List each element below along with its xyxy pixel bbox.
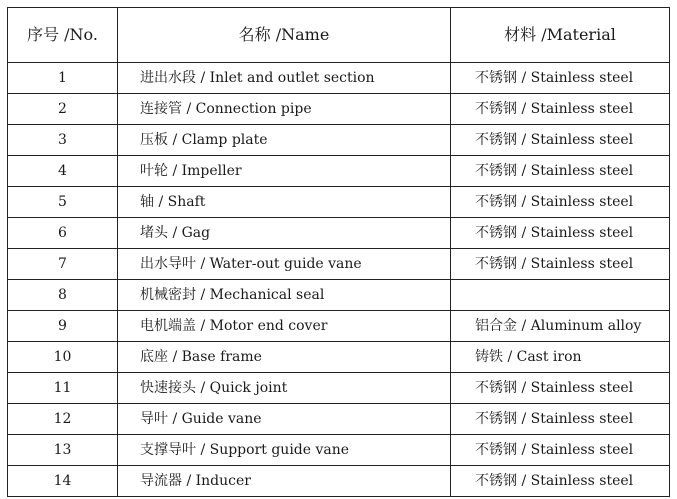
cell-name: 叶轮 / Impeller <box>118 156 451 187</box>
table-row <box>8 280 670 311</box>
header-name: 名称 /Name <box>118 8 451 63</box>
cell-no: 4 <box>8 156 118 187</box>
header-no: 序号 /No. <box>8 8 118 63</box>
cell-material: 铝合金 / Aluminum alloy <box>451 311 670 342</box>
cell-no: 1 <box>8 63 118 94</box>
cell-no: 8 <box>8 280 118 311</box>
table-row <box>8 311 670 342</box>
cell-name: 导叶 / Guide vane <box>118 404 451 435</box>
cell-material: 不锈钢 / Stainless steel <box>451 125 670 156</box>
cell-no: 5 <box>8 187 118 218</box>
table-row <box>8 187 670 218</box>
table-row <box>8 404 670 435</box>
cell-material: 不锈钢 / Stainless steel <box>451 218 670 249</box>
cell-no: 3 <box>8 125 118 156</box>
cell-material: 不锈钢 / Stainless steel <box>451 187 670 218</box>
cell-name: 堵头 / Gag <box>118 218 451 249</box>
table-row <box>8 466 670 497</box>
cell-material: 不锈钢 / Stainless steel <box>451 156 670 187</box>
cell-no: 7 <box>8 249 118 280</box>
cell-no: 12 <box>8 404 118 435</box>
table-row <box>8 435 670 466</box>
cell-no: 13 <box>8 435 118 466</box>
cell-name: 导流器 / Inducer <box>118 466 451 497</box>
cell-material: 不锈钢 / Stainless steel <box>451 404 670 435</box>
cell-name: 轴 / Shaft <box>118 187 451 218</box>
cell-no: 6 <box>8 218 118 249</box>
cell-name: 出水导叶 / Water-out guide vane <box>118 249 451 280</box>
cell-name: 连接管 / Connection pipe <box>118 94 451 125</box>
cell-material: 不锈钢 / Stainless steel <box>451 435 670 466</box>
cell-name: 机械密封 / Mechanical seal <box>118 280 451 311</box>
table-header-row <box>8 8 670 63</box>
cell-name: 底座 / Base frame <box>118 342 451 373</box>
cell-material: 不锈钢 / Stainless steel <box>451 373 670 404</box>
cell-no: 10 <box>8 342 118 373</box>
cell-no: 9 <box>8 311 118 342</box>
cell-material: 不锈钢 / Stainless steel <box>451 94 670 125</box>
cell-material: 铸铁 / Cast iron <box>451 342 670 373</box>
parts-material-table <box>7 7 670 497</box>
cell-material: 不锈钢 / Stainless steel <box>451 63 670 94</box>
table-row <box>8 63 670 94</box>
table-row <box>8 373 670 404</box>
cell-no: 11 <box>8 373 118 404</box>
cell-no: 14 <box>8 466 118 497</box>
cell-material: 不锈钢 / Stainless steel <box>451 249 670 280</box>
table-row <box>8 94 670 125</box>
cell-material: 不锈钢 / Stainless steel <box>451 466 670 497</box>
cell-name: 快速接头 / Quick joint <box>118 373 451 404</box>
cell-name: 压板 / Clamp plate <box>118 125 451 156</box>
header-material: 材料 /Material <box>451 8 670 63</box>
table-row <box>8 125 670 156</box>
cell-name: 电机端盖 / Motor end cover <box>118 311 451 342</box>
parts-material-table-wrapper <box>7 7 669 497</box>
cell-name: 进出水段 / Inlet and outlet section <box>118 63 451 94</box>
cell-name: 支撑导叶 / Support guide vane <box>118 435 451 466</box>
table-row <box>8 249 670 280</box>
table-row <box>8 342 670 373</box>
table-row <box>8 218 670 249</box>
cell-material <box>451 280 670 311</box>
table-row <box>8 156 670 187</box>
cell-no: 2 <box>8 94 118 125</box>
